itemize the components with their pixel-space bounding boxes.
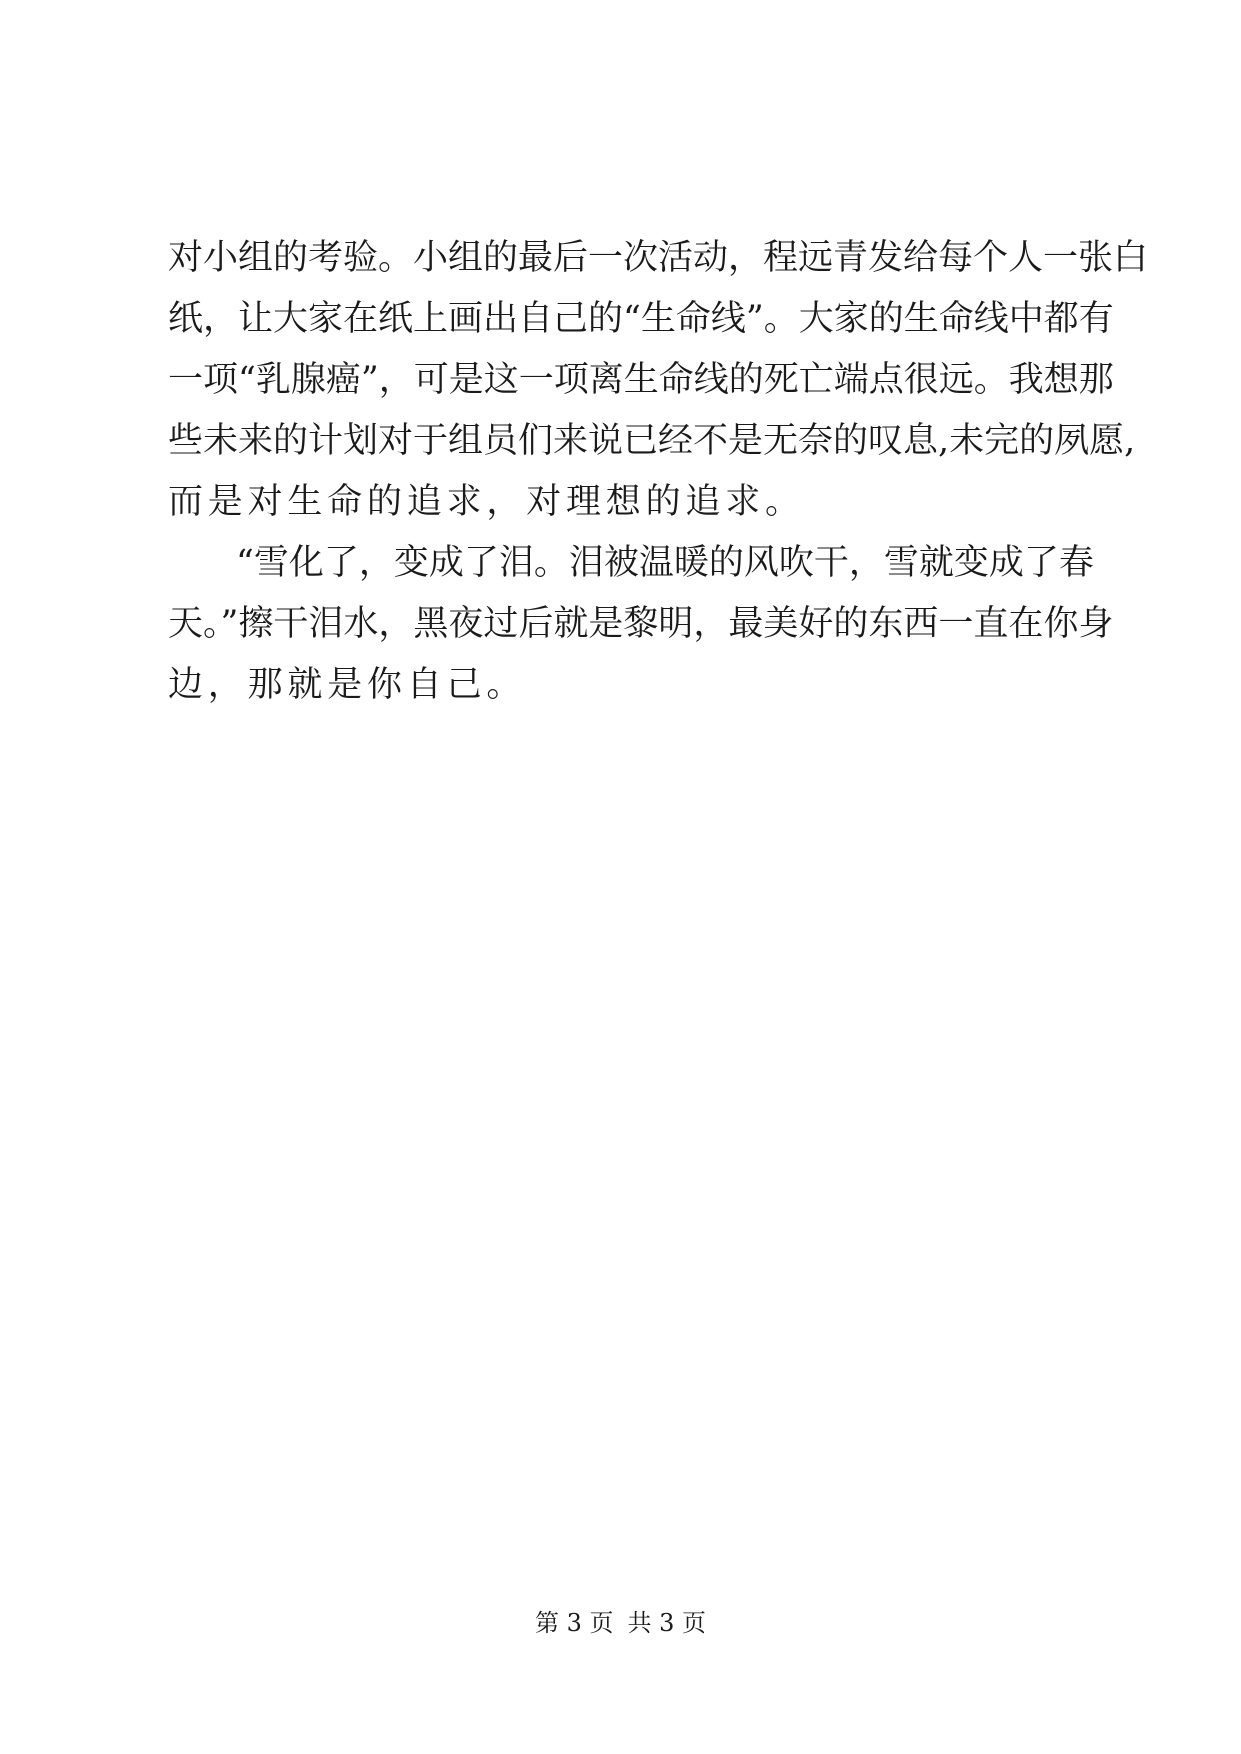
paragraph-line: 一项“乳腺癌”，可是这一项离生命线的死亡端点很远。我想那: [168, 360, 1114, 400]
paragraph-line: 而是对生命的追求，对理想的追求。: [168, 482, 805, 522]
paragraph-line: 天。”擦干泪水，黑夜过后就是黎明，最美好的东西一直在你身: [168, 604, 1114, 644]
page-footer: [0, 1608, 1241, 1638]
paragraph-line: 些未来的计划对于组员们来说已经不是无奈的叹息,未完的夙愿,: [168, 421, 1136, 461]
page-total: 共 3 页: [627, 1609, 707, 1637]
page-number: 第 3 页: [534, 1609, 614, 1637]
paragraph-line: “雪化了，变成了泪。泪被温暖的风吹干，雪就变成了春: [236, 543, 1094, 583]
document-body: [168, 230, 1149, 718]
paragraph-line: 对小组的考验。小组的最后一次活动，程远青发给每个人一张白: [168, 238, 1149, 278]
paragraph-line: 纸，让大家在纸上画出自己的“生命线”。大家的生命线中都有: [168, 299, 1114, 339]
paragraph-line: 边，那就是你自己。: [168, 665, 527, 705]
